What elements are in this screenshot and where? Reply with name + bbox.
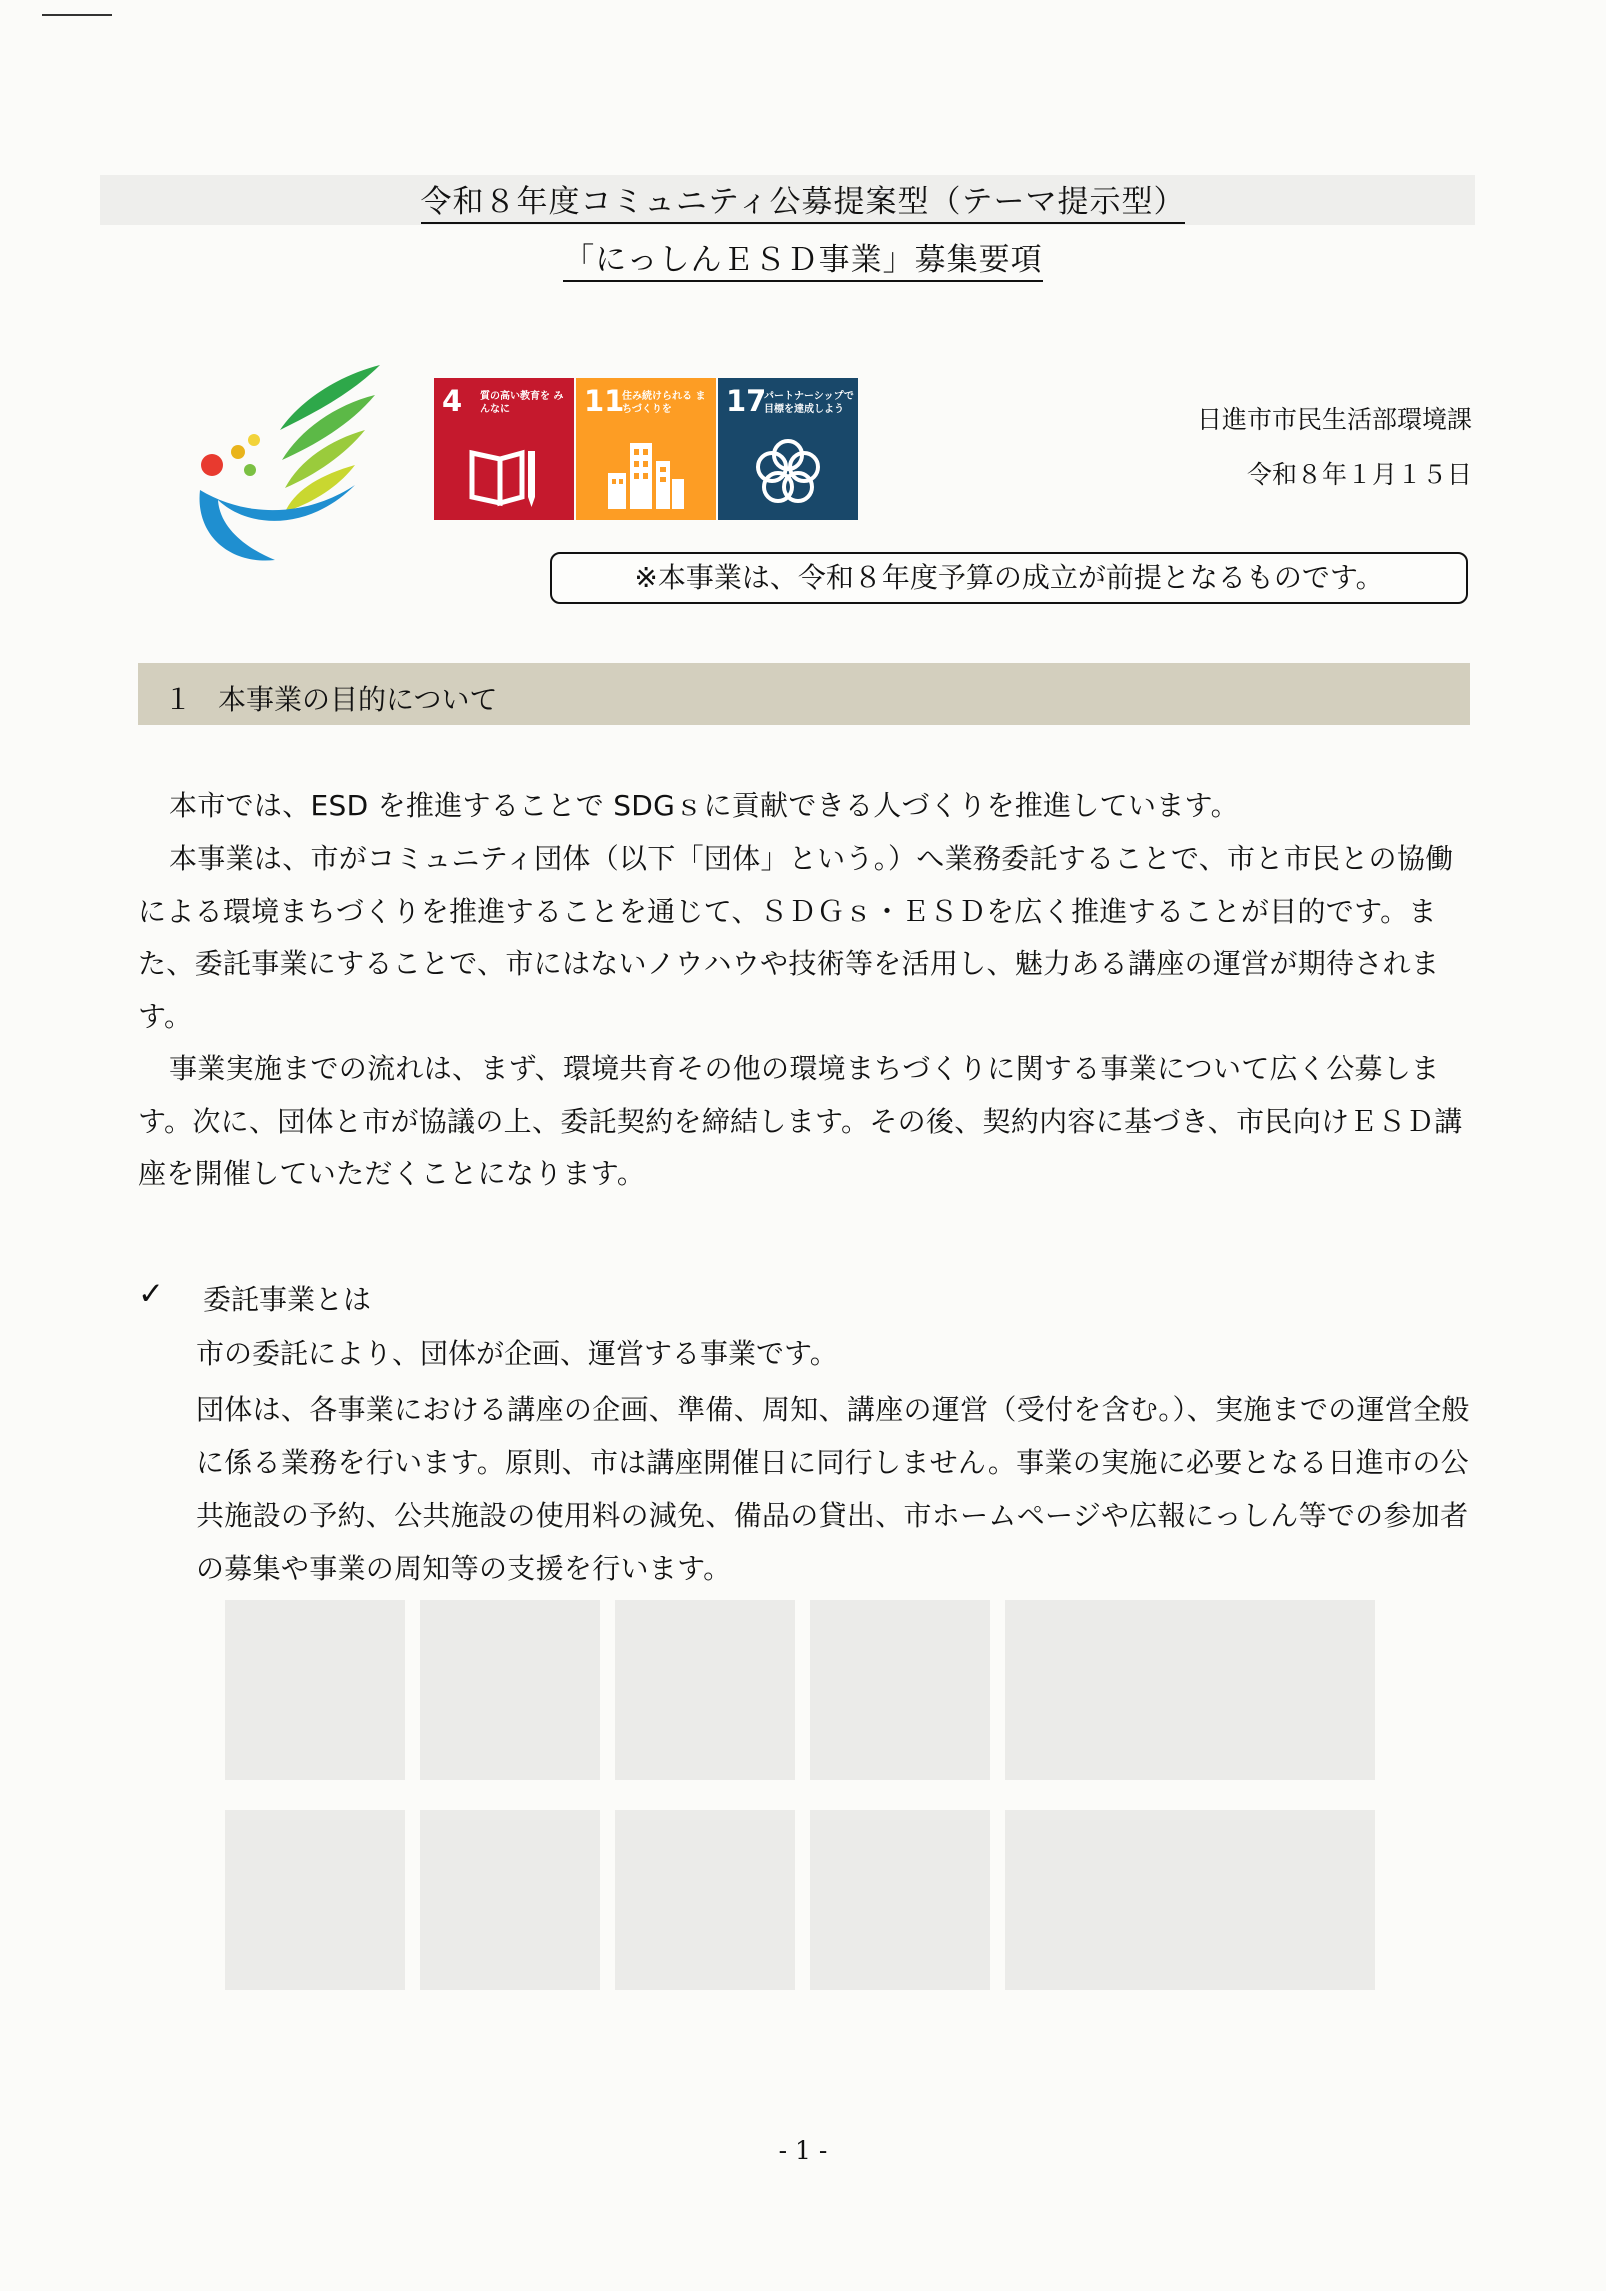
subsection-heading: 委託事業とは <box>203 1283 372 1316</box>
bleed-through-grid <box>225 1600 1375 1990</box>
check-mark: ✓ <box>138 1276 164 1312</box>
sdg-label: 質の高い教育を みんなに <box>480 391 564 415</box>
section-title: 本事業の目的について <box>218 683 498 716</box>
nisshin-esd-logo <box>190 360 390 570</box>
city-buildings-icon <box>606 433 686 511</box>
sdg-number: 17 <box>726 384 767 418</box>
sdg-number: 11 <box>584 384 625 418</box>
sdg-label: 住み続けられる まちづくりを <box>622 391 706 415</box>
book-pencil-icon <box>464 433 544 511</box>
title-line-2: 「にっしんＥＳＤ事業」募集要項 <box>0 234 1606 279</box>
sdg-number: 4 <box>442 384 463 418</box>
subsection-line-1: 市の委託により、団体が企画、運営する事業です。 <box>196 1337 838 1370</box>
sdg-label: パートナーシップで 目標を達成しよう <box>764 391 854 415</box>
subsection-body: 団体は、各事業における講座の企画、準備、周知、講座の運営（受付を含む。）、実施までの運営全般に係る業務を行います。原則、市は講座開催日に同行しません。事業の実施に必要となる日進市の公共施設の予約、公共施設の使用料の減免、備品の貸出、市ホームページや広報にっしん等での参加者の募集や事業の周知等の支援を行います。 <box>196 1393 1470 1585</box>
issue-date: 令和８年１月１５日 <box>1246 460 1472 489</box>
scan-mark <box>42 14 112 16</box>
sdg-goal-17-tile <box>718 378 858 520</box>
department-name: 日進市市民生活部環境課 <box>1196 405 1472 434</box>
sdg-goal-4-tile <box>434 378 574 520</box>
title-line-1: 令和８年度コミュニティ公募提案型（テーマ提示型） <box>0 176 1606 221</box>
purpose-paragraph-3: 事業実施までの流れは、まず、環境共育その他の環境まちづくりに関する事業について広く公募します。次に、団体と市が協議の上、委託契約を締結します。その後、契約内容に基づき、市民向けＥＳＤ講座を開催していただくことになります。 <box>138 1052 1463 1190</box>
budget-notice-box: ※本事業は、令和８年度予算の成立が前提となるものです。 <box>550 552 1468 604</box>
page-number: - 1 - <box>778 2136 828 2165</box>
sdg-goal-11-tile <box>576 378 716 520</box>
section-1-header <box>138 663 1470 725</box>
purpose-paragraph-1: 本市では、ESD を推進することで SDGｓに貢献できる人づくりを推進しています。 <box>169 789 1239 822</box>
flower-rings-icon <box>748 433 828 511</box>
section-number: １ <box>164 683 193 716</box>
purpose-paragraph-2: 本事業は、市がコミュニティ団体（以下「団体」という。）へ業務委託することで、市と市民との協働による環境まちづくりを推進することを通じて、ＳＤＧｓ・ＥＳＤを広く推進することが目的です。また、委託事業にすることで、市にはないノウハウや技術等を活用し、魅力ある講座の運営が期待されます。 <box>138 842 1454 1033</box>
